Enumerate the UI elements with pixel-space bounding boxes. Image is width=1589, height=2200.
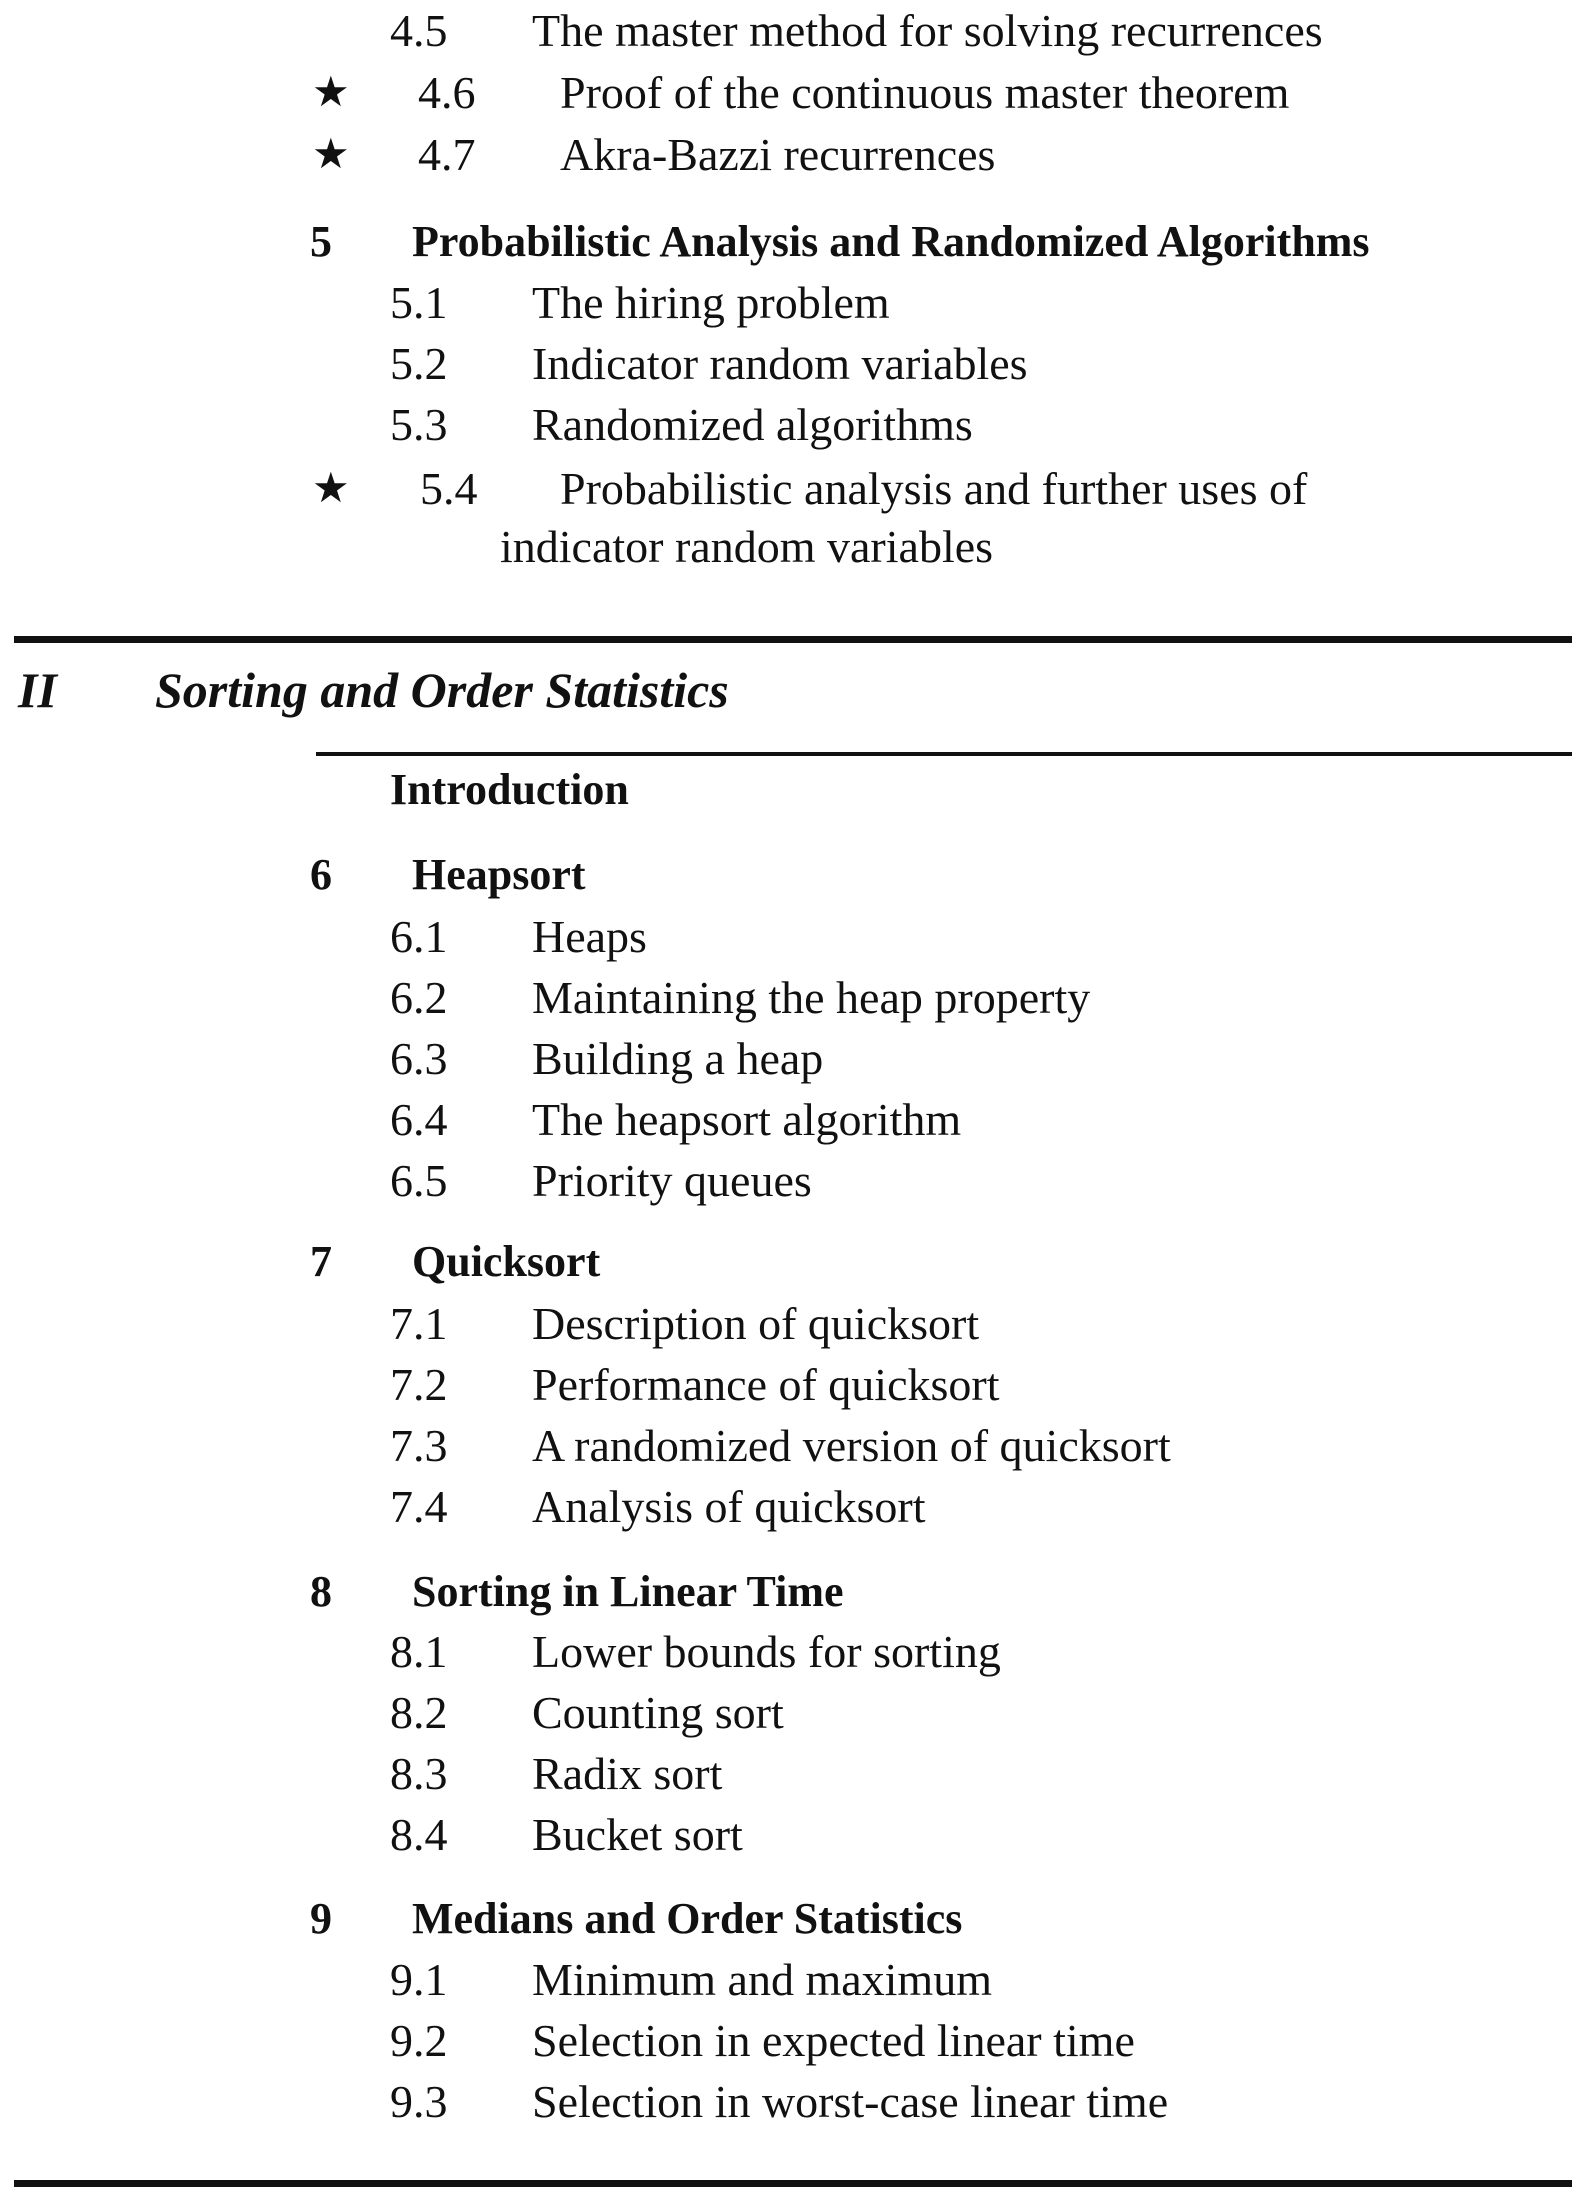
section-number: 5.4 — [420, 463, 478, 514]
star-icon: ★ — [312, 132, 350, 178]
section-title[interactable]: Bucket sort — [532, 1809, 743, 1860]
part-divider-rule — [14, 2180, 1572, 2187]
section-title[interactable]: Heaps — [532, 911, 647, 962]
star-icon: ★ — [312, 466, 350, 512]
section-title[interactable]: Building a heap — [532, 1033, 824, 1084]
section-title[interactable]: Randomized algorithms — [532, 399, 973, 450]
section-number: 4.5 — [390, 5, 448, 56]
part-introduction[interactable]: Introduction — [390, 765, 629, 814]
section-number: 9.2 — [390, 2015, 448, 2066]
section-title[interactable]: Probabilistic analysis and further uses of — [560, 463, 1308, 514]
section-title[interactable]: Description of quicksort — [532, 1298, 980, 1349]
section-title[interactable]: Indicator random variables — [532, 338, 1028, 389]
section-number: 5.1 — [390, 277, 448, 328]
section-number: 9.1 — [390, 1954, 448, 2005]
chapter-number: 6 — [310, 850, 332, 899]
section-number: 8.2 — [390, 1687, 448, 1738]
chapter-title[interactable]: Heapsort — [412, 850, 586, 899]
section-title[interactable]: Lower bounds for sorting — [532, 1626, 1001, 1677]
section-title[interactable]: Akra-Bazzi recurrences — [560, 129, 996, 180]
section-title[interactable]: Analysis of quicksort — [532, 1481, 926, 1532]
part-divider-rule — [14, 636, 1572, 643]
section-title[interactable]: Counting sort — [532, 1687, 784, 1738]
section-number: 8.4 — [390, 1809, 448, 1860]
chapter-title[interactable]: Probabilistic Analysis and Randomized Algorithms — [412, 217, 1370, 266]
chapter-number: 7 — [310, 1237, 332, 1286]
section-title[interactable]: Selection in worst-case linear time — [532, 2076, 1169, 2127]
section-title[interactable]: The master method for solving recurrences — [532, 5, 1323, 56]
section-title[interactable]: Radix sort — [532, 1748, 723, 1799]
section-number: 9.3 — [390, 2076, 448, 2127]
section-title[interactable]: The heapsort algorithm — [532, 1094, 962, 1145]
chapter-title[interactable]: Quicksort — [412, 1237, 601, 1286]
section-title[interactable]: Selection in expected linear time — [532, 2015, 1135, 2066]
section-number: 7.1 — [390, 1298, 448, 1349]
section-number: 5.2 — [390, 338, 448, 389]
section-number: 8.1 — [390, 1626, 448, 1677]
chapter-title[interactable]: Sorting in Linear Time — [412, 1567, 844, 1616]
section-title[interactable]: The hiring problem — [532, 277, 890, 328]
section-number: 7.3 — [390, 1420, 448, 1471]
section-number: 6.4 — [390, 1094, 448, 1145]
part-number: II — [18, 662, 57, 718]
section-title[interactable]: Priority queues — [532, 1155, 812, 1206]
section-title[interactable]: A randomized version of quicksort — [532, 1420, 1171, 1471]
section-number: 6.1 — [390, 911, 448, 962]
part-title[interactable]: Sorting and Order Statistics — [155, 662, 729, 718]
section-number: 6.2 — [390, 972, 448, 1023]
chapter-number: 9 — [310, 1894, 332, 1943]
section-number: 7.4 — [390, 1481, 448, 1532]
section-title-continuation[interactable]: indicator random variables — [500, 521, 994, 572]
section-number: 6.3 — [390, 1033, 448, 1084]
section-number: 4.7 — [418, 129, 476, 180]
section-number: 5.3 — [390, 399, 448, 450]
section-number: 4.6 — [418, 67, 476, 118]
section-title[interactable]: Minimum and maximum — [532, 1954, 992, 2005]
part-underline-rule — [316, 752, 1572, 756]
chapter-number: 8 — [310, 1567, 332, 1616]
chapter-title[interactable]: Medians and Order Statistics — [412, 1894, 963, 1943]
section-number: 8.3 — [390, 1748, 448, 1799]
star-icon: ★ — [312, 70, 350, 116]
section-number: 7.2 — [390, 1359, 448, 1410]
section-title[interactable]: Performance of quicksort — [532, 1359, 1000, 1410]
section-number: 6.5 — [390, 1155, 448, 1206]
section-title[interactable]: Proof of the continuous master theorem — [560, 67, 1290, 118]
chapter-number: 5 — [310, 217, 332, 266]
section-title[interactable]: Maintaining the heap property — [532, 972, 1091, 1023]
